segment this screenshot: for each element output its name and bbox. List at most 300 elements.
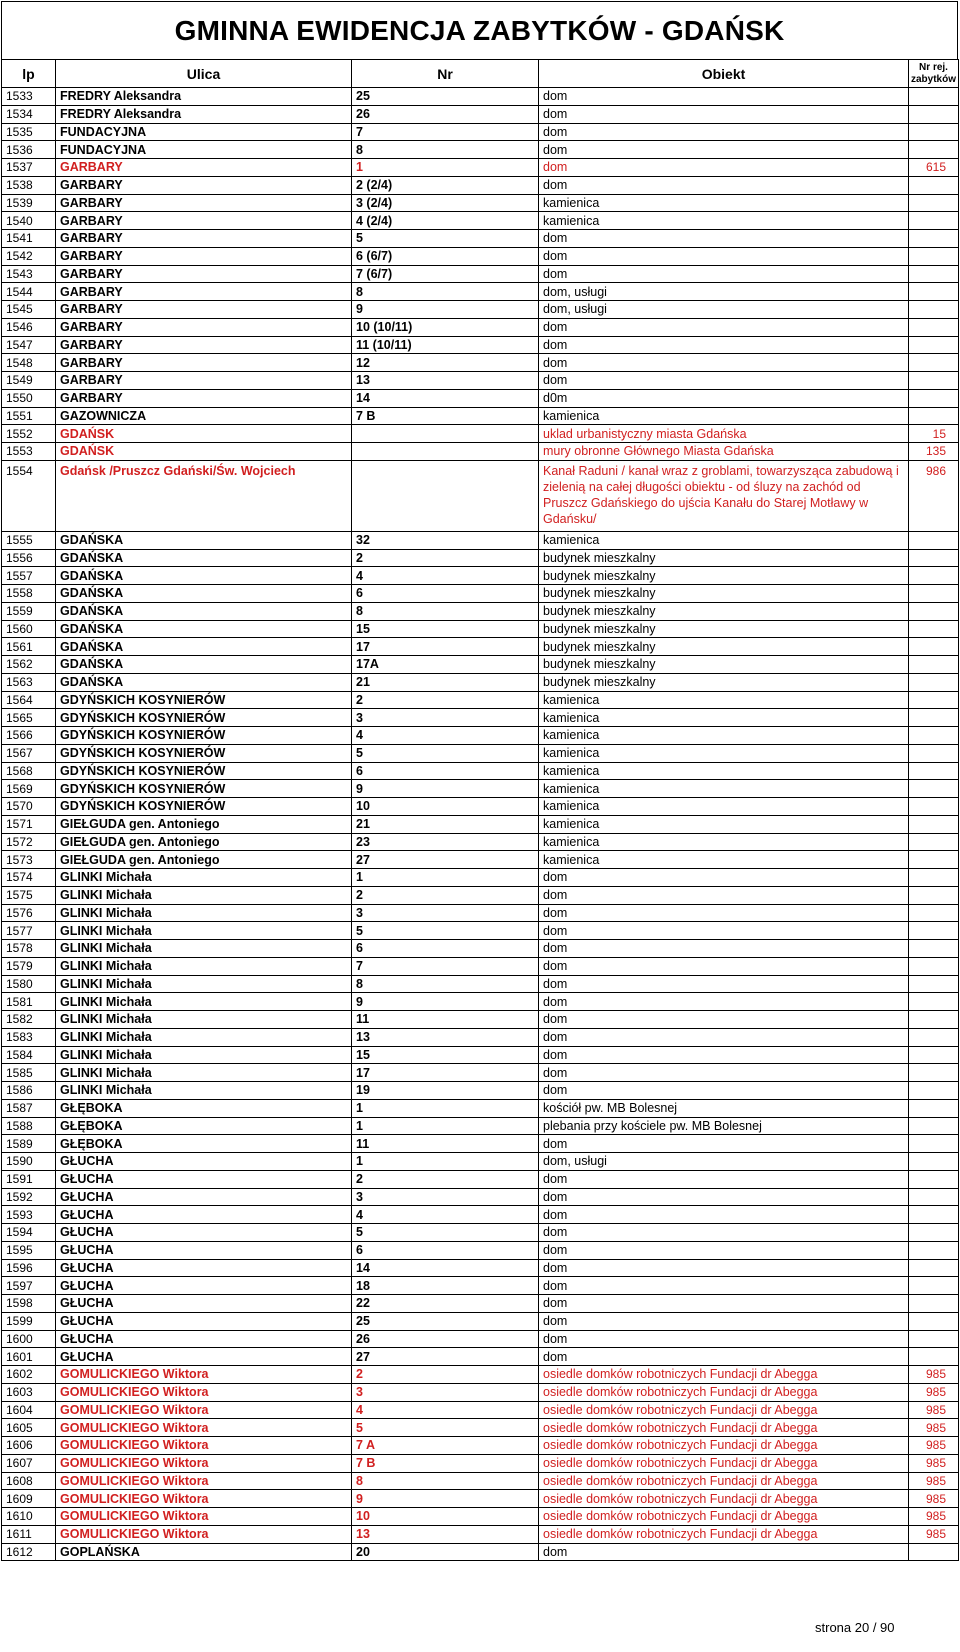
cell-ulica: GOMULICKIEGO Wiktora [56,1366,352,1384]
table-row [2,1525,959,1543]
cell-ulica: GARBARY [56,265,352,283]
cell-lp: 1551 [2,407,56,425]
cell-lp: 1577 [2,922,56,940]
cell-ulica: GLINKI Michała [56,886,352,904]
cell-nr-rej: 985 [909,1366,959,1384]
cell-nr: 21 [352,815,539,833]
cell-ulica: GOMULICKIEGO Wiktora [56,1508,352,1526]
cell-nr: 13 [352,372,539,390]
cell-nr-rej [909,389,959,407]
table-row [2,336,959,354]
cell-ulica: GDAŃSKA [56,549,352,567]
cell-nr-rej [909,407,959,425]
table-row [2,230,959,248]
cell-obiekt: dom [539,336,909,354]
cell-obiekt: kamienica [539,531,909,549]
table-row [2,602,959,620]
cell-lp: 1569 [2,780,56,798]
cell-ulica: GŁUCHA [56,1153,352,1171]
cell-nr-rej [909,105,959,123]
cell-ulica: GŁĘBOKA [56,1117,352,1135]
cell-obiekt: dom [539,1330,909,1348]
cell-obiekt: dom [539,1224,909,1242]
table-row [2,585,959,603]
cell-lp: 1597 [2,1277,56,1295]
cell-lp: 1537 [2,159,56,177]
table-row [2,407,959,425]
cell-ulica: FREDRY Aleksandra [56,105,352,123]
cell-ulica: GOMULICKIEGO Wiktora [56,1472,352,1490]
cell-lp: 1568 [2,762,56,780]
cell-ulica: GDAŃSK [56,443,352,461]
header-lp: lp [2,60,56,88]
table-row [2,1366,959,1384]
cell-ulica: GOMULICKIEGO Wiktora [56,1490,352,1508]
table-row [2,1099,959,1117]
cell-nr-rej [909,531,959,549]
cell-obiekt: dom [539,1277,909,1295]
cell-nr: 27 [352,1348,539,1366]
cell-nr: 23 [352,833,539,851]
table-row [2,620,959,638]
cell-obiekt: dom [539,1064,909,1082]
cell-nr-rej: 985 [909,1383,959,1401]
cell-obiekt: dom [539,1028,909,1046]
cell-nr-rej [909,620,959,638]
cell-nr-rej [909,904,959,922]
table-row [2,815,959,833]
cell-ulica: GARBARY [56,212,352,230]
cell-nr-rej [909,1064,959,1082]
cell-nr: 20 [352,1543,539,1561]
cell-lp: 1553 [2,443,56,461]
cell-obiekt: dom [539,1259,909,1277]
cell-obiekt: Kanał Raduni / kanał wraz z groblami, towarzysząca zabudową i zielenią na całej długości obiektu - od śluzy na zachód od Pruszcz Gdańskiego do ujścia Kanału do Starej Motławy w Gdańsku/ [539,460,909,531]
table-row [2,1046,959,1064]
monument-register-sheet [1,1,958,1561]
cell-ulica: GDYŃSKICH KOSYNIERÓW [56,691,352,709]
cell-lp: 1543 [2,265,56,283]
cell-lp: 1589 [2,1135,56,1153]
cell-nr: 3 [352,904,539,922]
cell-ulica: GŁUCHA [56,1295,352,1313]
cell-lp: 1607 [2,1454,56,1472]
cell-nr-rej: 985 [909,1454,959,1472]
cell-ulica: GŁUCHA [56,1277,352,1295]
cell-nr-rej [909,1046,959,1064]
cell-nr-rej [909,1241,959,1259]
cell-ulica: GLINKI Michała [56,1028,352,1046]
table-row [2,212,959,230]
cell-obiekt: dom [539,1312,909,1330]
cell-nr-rej [909,1188,959,1206]
cell-obiekt: kościół pw. MB Bolesnej [539,1099,909,1117]
cell-ulica: GLINKI Michała [56,1064,352,1082]
cell-obiekt: kamienica [539,194,909,212]
table-row [2,780,959,798]
cell-nr-rej [909,744,959,762]
cell-nr-rej: 986 [909,460,959,531]
cell-obiekt: dom [539,922,909,940]
table-row [2,833,959,851]
cell-obiekt: plebania przy kościele pw. MB Bolesnej [539,1117,909,1135]
cell-nr: 10 (10/11) [352,318,539,336]
cell-ulica: GDAŃSKA [56,585,352,603]
cell-ulica: GOMULICKIEGO Wiktora [56,1383,352,1401]
cell-nr-rej [909,1224,959,1242]
cell-lp: 1604 [2,1401,56,1419]
cell-lp: 1609 [2,1490,56,1508]
table-row [2,922,959,940]
table-row [2,1543,959,1561]
cell-nr: 22 [352,1295,539,1313]
cell-ulica: GŁUCHA [56,1188,352,1206]
cell-nr-rej [909,833,959,851]
table-row [2,1472,959,1490]
table-body [2,88,959,1561]
table-row [2,283,959,301]
cell-nr: 2 [352,886,539,904]
cell-nr-rej [909,1277,959,1295]
cell-lp: 1585 [2,1064,56,1082]
cell-lp: 1572 [2,833,56,851]
cell-nr: 26 [352,1330,539,1348]
table-row [2,354,959,372]
table-row [2,1312,959,1330]
cell-lp: 1566 [2,727,56,745]
table-row [2,531,959,549]
cell-nr: 4 [352,1401,539,1419]
cell-lp: 1565 [2,709,56,727]
table-row [2,1028,959,1046]
cell-lp: 1611 [2,1525,56,1543]
cell-nr-rej [909,922,959,940]
cell-nr-rej [909,194,959,212]
table-row [2,1064,959,1082]
table-row [2,1383,959,1401]
cell-obiekt: dom [539,247,909,265]
cell-lp: 1598 [2,1295,56,1313]
monument-table [1,59,959,1561]
cell-lp: 1580 [2,975,56,993]
cell-nr-rej [909,1099,959,1117]
cell-nr-rej: 15 [909,425,959,443]
cell-obiekt: dom [539,1046,909,1064]
cell-ulica: GLINKI Michała [56,993,352,1011]
cell-nr: 7 [352,957,539,975]
cell-nr: 2 [352,1366,539,1384]
cell-lp: 1602 [2,1366,56,1384]
cell-ulica: GARBARY [56,283,352,301]
cell-nr: 4 [352,1206,539,1224]
cell-ulica: GDAŃSKA [56,602,352,620]
cell-lp: 1605 [2,1419,56,1437]
cell-ulica: Gdańsk /Pruszcz Gdański/Św. Wojciech [56,460,352,531]
cell-nr: 6 [352,940,539,958]
cell-obiekt: dom [539,318,909,336]
cell-nr: 21 [352,673,539,691]
cell-nr-rej: 985 [909,1472,959,1490]
table-row [2,1454,959,1472]
cell-obiekt: kamienica [539,815,909,833]
table-row [2,247,959,265]
cell-nr: 2 (2/4) [352,176,539,194]
cell-nr: 9 [352,301,539,319]
table-row [2,957,959,975]
cell-lp: 1550 [2,389,56,407]
cell-obiekt: budynek mieszkalny [539,656,909,674]
table-row [2,798,959,816]
cell-nr: 6 [352,585,539,603]
cell-obiekt: kamienica [539,727,909,745]
header-nr: Nr [352,60,539,88]
cell-obiekt: dom [539,1295,909,1313]
cell-lp: 1574 [2,869,56,887]
cell-lp: 1599 [2,1312,56,1330]
cell-nr [352,443,539,461]
cell-ulica: GOMULICKIEGO Wiktora [56,1454,352,1472]
cell-nr: 2 [352,691,539,709]
table-row [2,265,959,283]
cell-obiekt: osiedle domków robotniczych Fundacji dr Abegga [539,1437,909,1455]
cell-nr: 5 [352,922,539,940]
cell-lp: 1581 [2,993,56,1011]
cell-ulica: GLINKI Michała [56,1082,352,1100]
table-row [2,318,959,336]
cell-nr-rej [909,176,959,194]
cell-nr-rej [909,585,959,603]
table-row [2,1348,959,1366]
cell-nr-rej [909,549,959,567]
cell-nr-rej [909,1312,959,1330]
cell-nr: 1 [352,869,539,887]
table-row [2,443,959,461]
cell-nr: 26 [352,105,539,123]
table-row [2,691,959,709]
cell-obiekt: dom [539,176,909,194]
cell-obiekt: budynek mieszkalny [539,567,909,585]
cell-nr: 7 B [352,1454,539,1472]
table-row [2,1437,959,1455]
cell-nr-rej [909,247,959,265]
table-row [2,372,959,390]
cell-ulica: GARBARY [56,301,352,319]
cell-nr: 8 [352,975,539,993]
cell-nr: 4 (2/4) [352,212,539,230]
cell-nr: 32 [352,531,539,549]
cell-nr: 2 [352,549,539,567]
cell-obiekt: budynek mieszkalny [539,638,909,656]
table-row [2,1224,959,1242]
cell-nr: 4 [352,567,539,585]
cell-obiekt: osiedle domków robotniczych Fundacji dr Abegga [539,1508,909,1526]
cell-obiekt: dom [539,372,909,390]
cell-nr-rej [909,1259,959,1277]
cell-nr: 15 [352,620,539,638]
cell-ulica: GDAŃSKA [56,567,352,585]
cell-lp: 1563 [2,673,56,691]
cell-nr: 1 [352,1099,539,1117]
cell-obiekt: dom [539,904,909,922]
cell-nr: 13 [352,1525,539,1543]
header-nr-rej-line2: zabytków [910,73,956,85]
cell-ulica: GOMULICKIEGO Wiktora [56,1401,352,1419]
cell-nr-rej [909,1348,959,1366]
cell-lp: 1579 [2,957,56,975]
cell-obiekt: d0m [539,389,909,407]
cell-obiekt: kamienica [539,833,909,851]
cell-ulica: GARBARY [56,176,352,194]
cell-nr: 25 [352,1312,539,1330]
table-row [2,727,959,745]
cell-nr: 5 [352,744,539,762]
cell-nr: 3 (2/4) [352,194,539,212]
cell-lp: 1559 [2,602,56,620]
cell-ulica: GIEŁGUDA gen. Antoniego [56,833,352,851]
cell-obiekt: dom [539,1241,909,1259]
cell-lp: 1548 [2,354,56,372]
cell-obiekt: dom [539,1188,909,1206]
cell-obiekt: dom, usługi [539,1153,909,1171]
table-row [2,549,959,567]
table-row [2,1419,959,1437]
cell-obiekt: dom [539,1543,909,1561]
cell-nr-rej [909,212,959,230]
cell-obiekt: dom, usługi [539,283,909,301]
cell-nr: 27 [352,851,539,869]
cell-nr: 8 [352,602,539,620]
cell-ulica: GDYŃSKICH KOSYNIERÓW [56,709,352,727]
cell-ulica: GŁUCHA [56,1170,352,1188]
cell-ulica: GARBARY [56,194,352,212]
cell-nr: 17 [352,1064,539,1082]
cell-nr: 18 [352,1277,539,1295]
cell-obiekt: dom [539,869,909,887]
cell-nr: 14 [352,389,539,407]
cell-ulica: FUNDACYJNA [56,123,352,141]
cell-lp: 1590 [2,1153,56,1171]
cell-nr: 8 [352,141,539,159]
cell-lp: 1564 [2,691,56,709]
document-title: GMINNA EWIDENCJA ZABYTKÓW - GDAŃSK [1,1,958,59]
cell-nr-rej [909,1170,959,1188]
cell-nr: 8 [352,283,539,301]
cell-obiekt: kamienica [539,798,909,816]
cell-nr: 3 [352,709,539,727]
cell-ulica: GŁUCHA [56,1312,352,1330]
table-row [2,709,959,727]
cell-lp: 1535 [2,123,56,141]
cell-nr-rej [909,993,959,1011]
cell-nr-rej [909,780,959,798]
table-row [2,886,959,904]
table-row [2,744,959,762]
cell-obiekt: dom [539,88,909,106]
cell-obiekt: kamienica [539,851,909,869]
cell-obiekt: budynek mieszkalny [539,585,909,603]
cell-nr: 14 [352,1259,539,1277]
cell-nr: 6 (6/7) [352,247,539,265]
cell-ulica: GDYŃSKICH KOSYNIERÓW [56,798,352,816]
cell-obiekt: dom [539,105,909,123]
cell-nr-rej [909,141,959,159]
cell-nr-rej [909,1206,959,1224]
cell-lp: 1547 [2,336,56,354]
table-row [2,1277,959,1295]
cell-nr: 6 [352,1241,539,1259]
cell-nr [352,425,539,443]
table-row [2,1011,959,1029]
cell-nr: 1 [352,1153,539,1171]
header-nr-rej-line1: Nr rej. [919,61,948,73]
cell-ulica: GARBARY [56,354,352,372]
cell-lp: 1560 [2,620,56,638]
cell-obiekt: uklad urbanistyczny miasta Gdańska [539,425,909,443]
cell-nr: 5 [352,1419,539,1437]
cell-nr: 11 (10/11) [352,336,539,354]
cell-ulica: GARBARY [56,247,352,265]
cell-ulica: GIEŁGUDA gen. Antoniego [56,851,352,869]
cell-obiekt: mury obronne Głównego Miasta Gdańska [539,443,909,461]
cell-nr-rej [909,727,959,745]
table-row [2,1295,959,1313]
cell-obiekt: osiedle domków robotniczych Fundacji dr Abegga [539,1401,909,1419]
cell-lp: 1588 [2,1117,56,1135]
cell-nr: 9 [352,780,539,798]
cell-ulica: GDYŃSKICH KOSYNIERÓW [56,744,352,762]
cell-nr-rej [909,1295,959,1313]
cell-nr-rej: 985 [909,1525,959,1543]
cell-obiekt: dom [539,1170,909,1188]
cell-obiekt: kamienica [539,407,909,425]
cell-nr: 11 [352,1011,539,1029]
cell-lp: 1584 [2,1046,56,1064]
cell-obiekt: osiedle domków robotniczych Fundacji dr Abegga [539,1472,909,1490]
cell-nr-rej [909,1135,959,1153]
cell-lp: 1594 [2,1224,56,1242]
cell-nr: 3 [352,1383,539,1401]
cell-ulica: GŁĘBOKA [56,1135,352,1153]
cell-ulica: GLINKI Michała [56,1046,352,1064]
cell-obiekt: budynek mieszkalny [539,602,909,620]
cell-lp: 1592 [2,1188,56,1206]
cell-lp: 1539 [2,194,56,212]
table-row [2,993,959,1011]
cell-lp: 1608 [2,1472,56,1490]
cell-ulica: GŁUCHA [56,1206,352,1224]
cell-nr-rej [909,336,959,354]
cell-obiekt: budynek mieszkalny [539,673,909,691]
table-row [2,638,959,656]
cell-ulica: GLINKI Michała [56,940,352,958]
table-row [2,940,959,958]
cell-ulica: FREDRY Aleksandra [56,88,352,106]
table-row [2,141,959,159]
cell-ulica: GLINKI Michała [56,922,352,940]
cell-lp: 1533 [2,88,56,106]
cell-ulica: GARBARY [56,159,352,177]
cell-nr: 1 [352,159,539,177]
cell-obiekt: dom [539,993,909,1011]
table-row [2,851,959,869]
table-row [2,123,959,141]
cell-nr: 10 [352,798,539,816]
cell-lp: 1606 [2,1437,56,1455]
cell-obiekt: dom [539,141,909,159]
cell-nr-rej [909,265,959,283]
cell-nr-rej [909,957,959,975]
cell-lp: 1576 [2,904,56,922]
